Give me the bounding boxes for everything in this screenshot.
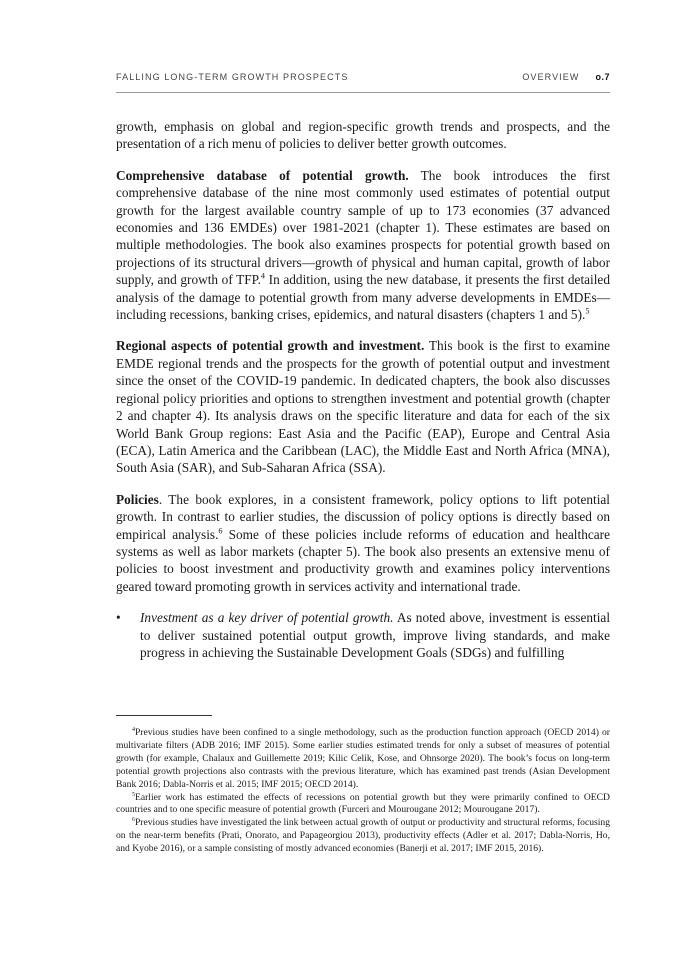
footnote-separator — [116, 715, 212, 716]
database-paragraph — [116, 167, 610, 324]
footnote-ref-6[interactable]: 6 — [218, 526, 223, 536]
footnote-4 — [116, 727, 610, 792]
policies-text-b: Some of these policies include reforms of education and healthcare systems as well as labor markets (chapter 5). The book also presents an extensive menu of policies to boost investment and productivity growth and examines policy interventions geared toward promoting growth in services activity and international trade. — [116, 526, 610, 594]
policies-heading: Policies — [116, 491, 159, 507]
policies-paragraph — [116, 491, 610, 595]
bullet-item — [116, 609, 610, 661]
footnote-6 — [116, 817, 610, 856]
bullet-text: As noted above, investment is essential to deliver sustained potential output growth, improve living standards, and make progress in achieving the Sustainable Development Goals (SDGs) and fulfilling — [140, 610, 611, 660]
section-label: OVERVIEW — [522, 72, 580, 82]
footnotes — [116, 727, 610, 856]
footnote-ref-4[interactable]: 4 — [260, 271, 266, 281]
policies-text-a: . The book explores, in a consistent framework, policy options to lift potential growth. In contrast to earlier studies, the discussion of policy options is directly based on empirical analysis. — [116, 491, 610, 542]
bullet-heading: Investment as a key driver of potential growth. — [140, 610, 394, 626]
header-rule — [116, 92, 610, 93]
page-number: o.7 — [595, 72, 610, 82]
running-header — [116, 72, 610, 86]
regional-text: This book is the first to examine EMDE regional trends and the prospects for the growth of potential output and investment since the onset of the COVID-19 pandemic. In dedicated chapters, the book also discusses regional policy priorities and options to strengthen investment and potential growth (chapter 2 and chapter 4). Its analysis draws on the specific literature and data for each of the six World Bank Group regions: East Asia and the Pacific (EAP), Europe and Central Asia (ECA), Latin America and the Caribbean (LAC), the Middle East and North Africa (MNA), South Asia (SAR), and Sub-Saharan Africa (SSA). — [116, 338, 610, 476]
database-heading: Comprehensive database of potential growth. — [116, 167, 409, 183]
regional-paragraph — [116, 337, 610, 476]
footnote-number: 6 — [132, 817, 135, 824]
running-title: FALLING LONG-TERM GROWTH PROSPECTS — [116, 72, 349, 82]
footnote-text: Earlier work has estimated the effects of recessions on potential growth but they were primarily confined to OECD countries and to one specific measure of potential growth (Furceri and Mourougane 2012; Mourougane 2017). — [116, 791, 610, 816]
footnote-5 — [116, 792, 610, 818]
bullet-paragraph — [140, 609, 610, 661]
intro-paragraph: growth, emphasis on global and region-specific growth trends and prospects, and the presentation of a rich menu of policies to deliver better growth outcomes. — [116, 119, 610, 152]
database-text-a: The book introduces the first comprehensive database of the nine most commonly used estimates of potential output growth for the largest available country sample of up to 173 economies (37 advanced economies and 136 EMDEs) over 1981-2021 (chapter 1). These estimates are based on multiple methodologies. The book also examines prospects for potential growth based on projections of its structural drivers—growth of physical and human capital, growth of labor supply, and growth of TFP. — [116, 167, 611, 288]
page-body — [116, 118, 610, 661]
footnote-text: Previous studies have investigated the link between actual growth of output or productivity and structural reforms, focusing on the near-term benefits (Prati, Onorato, and Papageorgiou 2013), productivity effects (Adler et al. 2017; Dabla-Norris, Ho, and Kyobe 2016), or a sample consisting of mostly advanced economies (Banerji et al. 2017; IMF 2015, 2016). — [116, 817, 610, 855]
footnote-text: Previous studies have been confined to a single methodology, such as the production function approach (OECD 2014) or multivariate filters (ADB 2016; IMF 2015). Some earlier studies estimated trends for only a subset of measures of potential growth (for example, Chalaux and Guillemette 2019; Kilic Celik, Kose, and Ohnsorge 2020). The book’s focus on long-term potential growth projections also contrasts with the previous literature, which has examined past trends (Asian Development Bank 2016; Dabla-Norris et al. 2015; IMF 2015; OECD 2014). — [116, 727, 610, 790]
footnote-ref-5[interactable]: 5 — [585, 306, 590, 316]
footnote-number: 4 — [132, 726, 135, 733]
footnote-number: 5 — [132, 791, 135, 798]
regional-heading: Regional aspects of potential growth and investment. — [116, 338, 425, 354]
database-text-b: In addition, using the new database, it presents the first detailed analysis of the damage to potential growth from many adverse developments in EMDEs—including recessions, banking crises, epidemics, and natural disasters (chapters 1 and 5). — [116, 272, 610, 323]
bullet-icon: • — [116, 610, 121, 626]
header-right — [522, 72, 610, 82]
